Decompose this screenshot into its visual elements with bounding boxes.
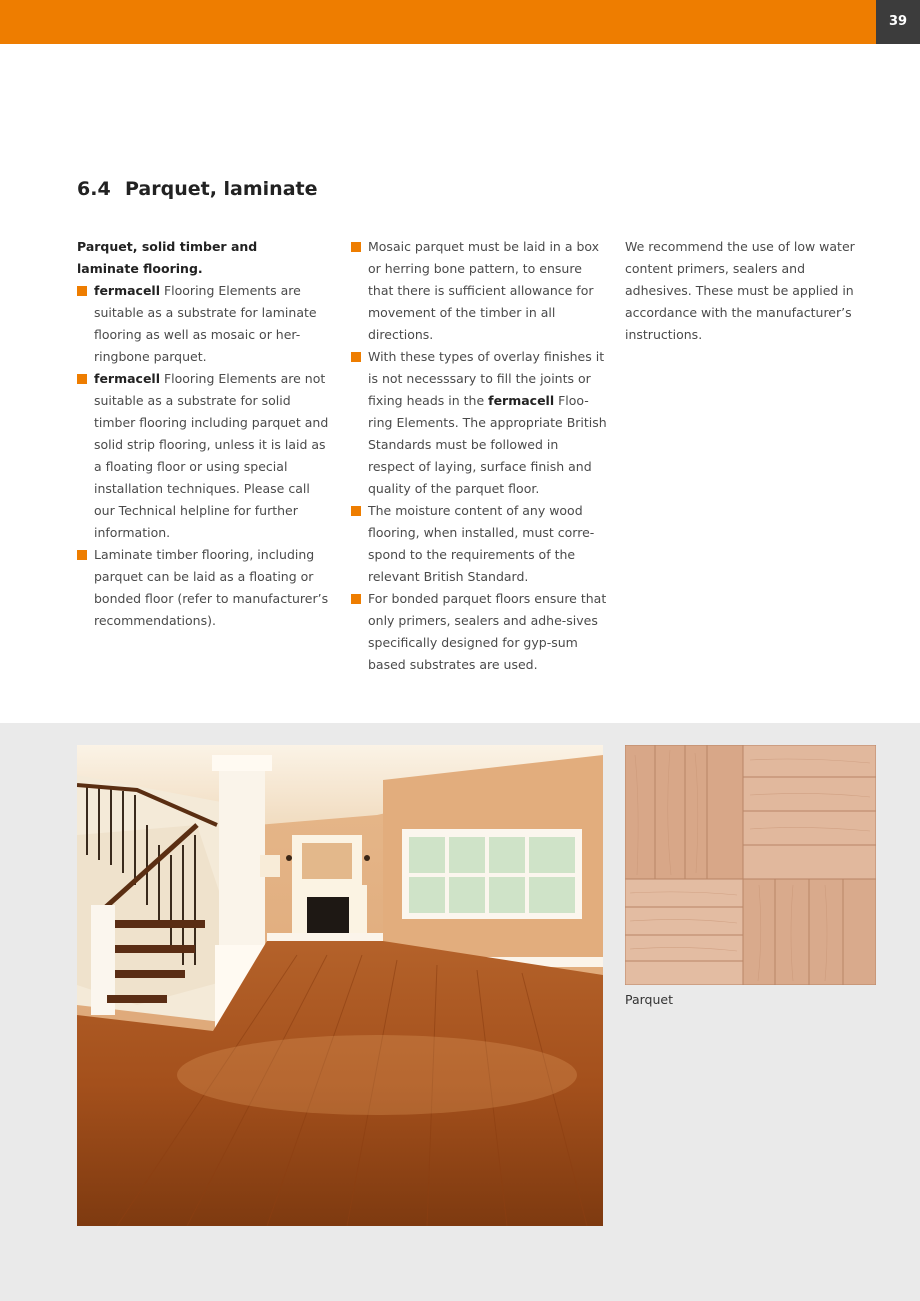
subheading	[77, 236, 333, 280]
section-title	[77, 178, 318, 200]
list-item-text: Flooring Elements are suitable as a substrate for laminate flooring as well as mosaic or her-ringbone parquet.	[94, 283, 317, 364]
bullet-square-icon	[351, 352, 361, 362]
text-column-2	[351, 236, 607, 676]
subheading-line-1: Parquet, solid timber and	[77, 239, 258, 254]
header-accent-bar	[0, 0, 876, 44]
list-item-text: The moisture content of any wood flooring, when installed, must corre-spond to the requirements of the relevant British Standard.	[368, 503, 595, 584]
list-item-text: For bonded parquet floors ensure that only primers, sealers and adhe-sives specifically designed for gyp-sum based substrates are used.	[368, 591, 607, 672]
brand-name: fermacell	[94, 283, 160, 298]
section-title-text: Parquet, laminate	[125, 178, 318, 200]
list-item-text: Flooring Elements are not suitable as a substrate for solid timber flooring including parquet and solid strip flooring, unless it is laid as a floating floor or using special installation techniques. Please call our Technical helpline for further information.	[94, 371, 329, 540]
bullet-square-icon	[351, 506, 361, 516]
list-item	[351, 588, 607, 676]
list-item	[351, 236, 607, 346]
bullet-square-icon	[351, 242, 361, 252]
brand-name: fermacell	[94, 371, 160, 386]
text-column-1	[77, 236, 333, 632]
parquet-sample-image	[625, 745, 876, 985]
bullet-square-icon	[77, 374, 87, 384]
brand-name: fermacell	[488, 393, 555, 408]
list-item	[77, 280, 333, 368]
section-number: 6.4	[77, 178, 111, 200]
page-number: 39	[876, 0, 920, 44]
bullet-square-icon	[77, 550, 87, 560]
recommendation-paragraph: We recommend the use of low water content primers, sealers and adhesives. These must be applied in accordance with the manufacturer’s instructions.	[625, 239, 855, 342]
bullet-square-icon	[351, 594, 361, 604]
text-column-3	[625, 236, 865, 346]
list-item-text: Mosaic parquet must be laid in a box or herring bone pattern, to ensure that there is sufficient allowance for movement of the timber in all directions.	[368, 239, 600, 342]
bullet-square-icon	[77, 286, 87, 296]
list-item	[351, 346, 607, 500]
list-item-text: Floo-ring Elements. The appropriate British Standards must be followed in respect of laying, surface finish and quality of the parquet floor.	[368, 393, 607, 496]
list-item	[77, 544, 333, 632]
list-item-text: With these types of overlay finishes it is not necesssary to fill the joints or fixing heads in the	[368, 349, 605, 408]
bullet-list-2	[351, 236, 607, 676]
subheading-line-2: laminate flooring.	[77, 261, 203, 276]
interior-photo	[77, 745, 603, 1226]
parquet-caption: Parquet	[625, 992, 674, 1007]
bullet-list-1	[77, 280, 333, 632]
list-item	[351, 500, 607, 588]
list-item-text: Laminate timber flooring, including parquet can be laid as a floating or bonded floor (refer to manufacturer’s recommendations).	[94, 547, 329, 628]
list-item	[77, 368, 333, 544]
